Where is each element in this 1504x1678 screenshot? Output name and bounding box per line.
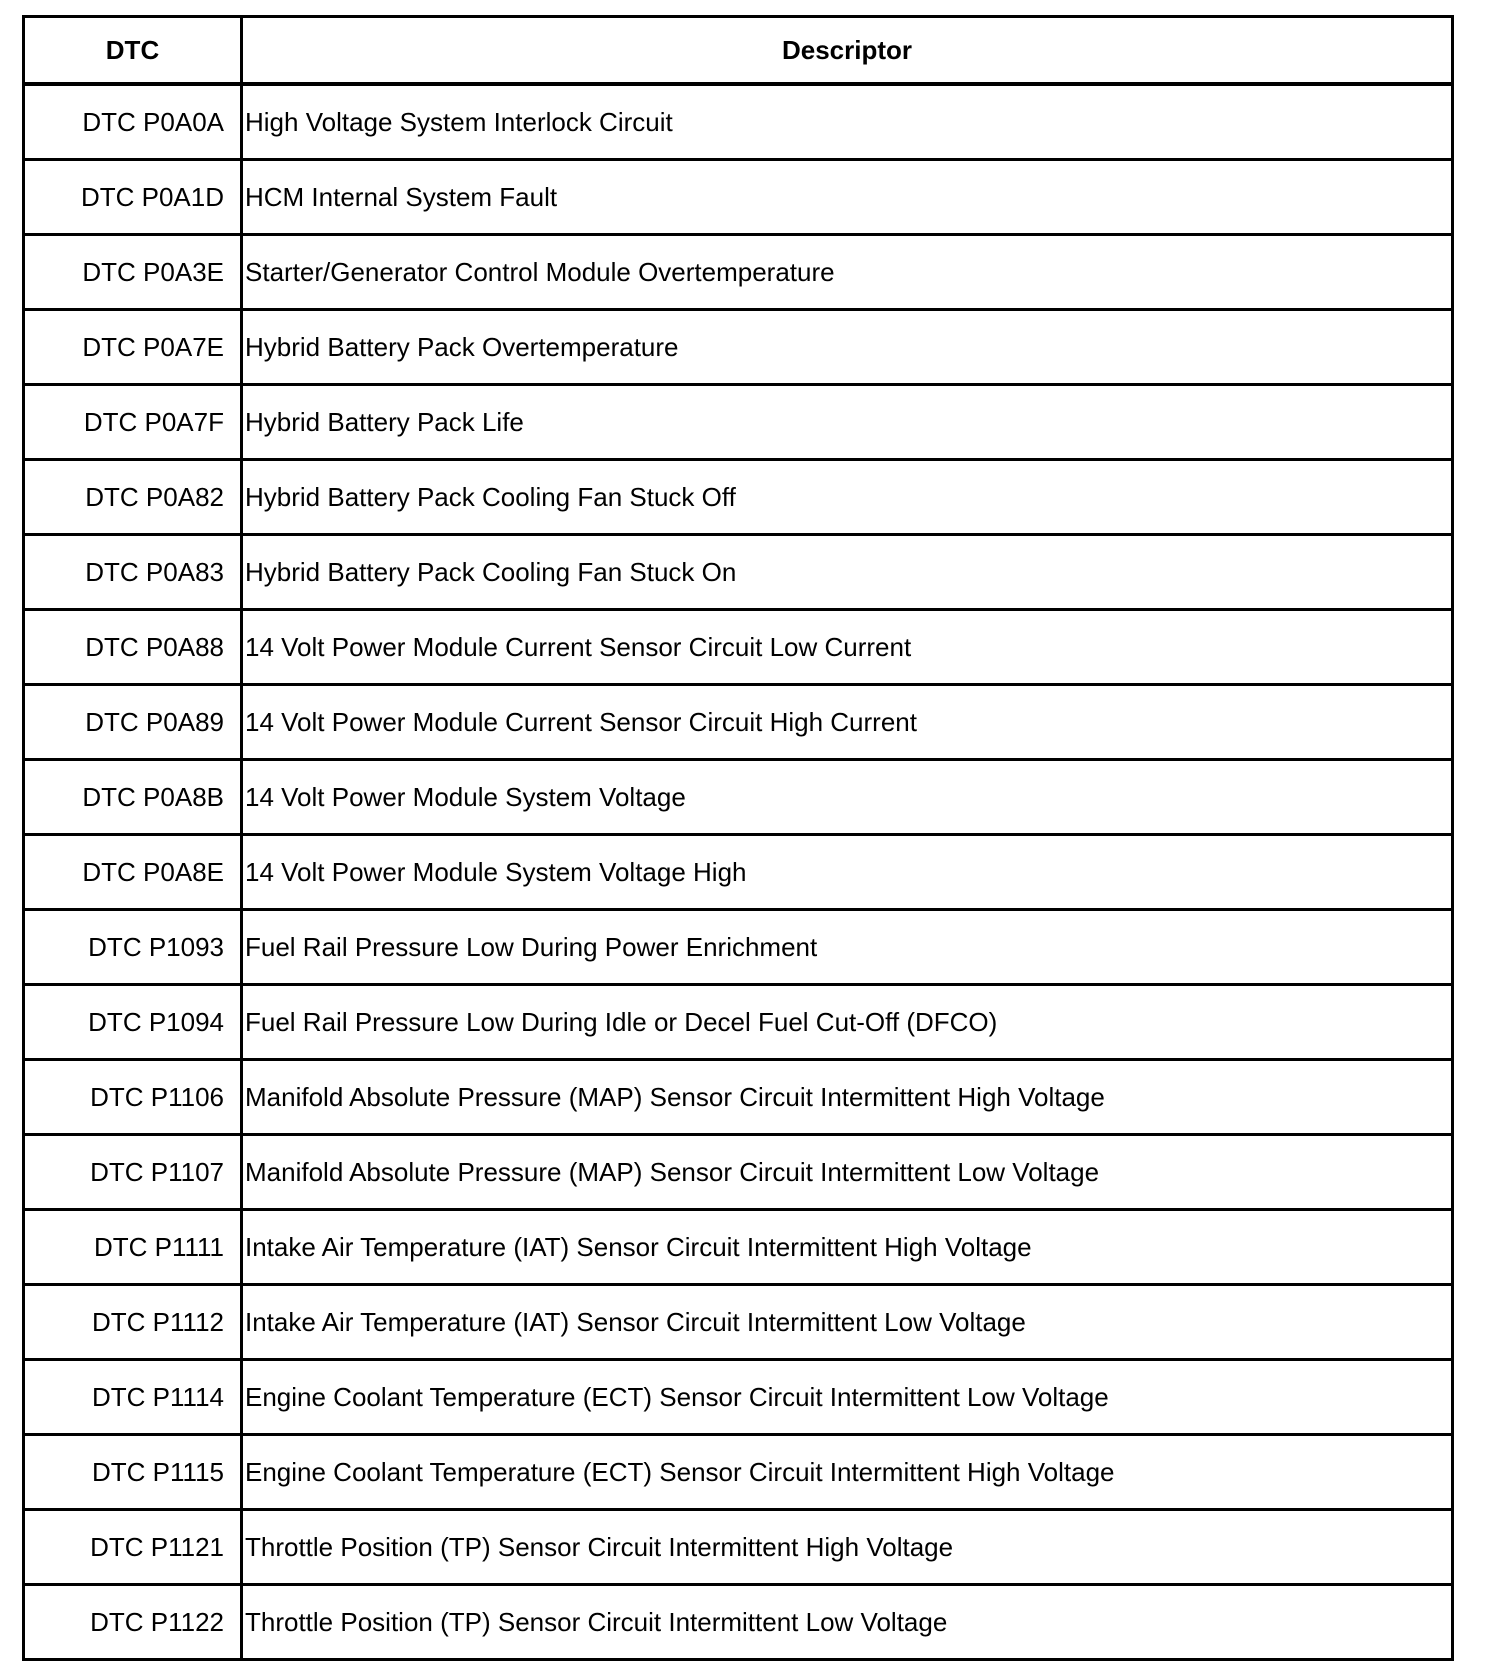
dtc-code-cell: DTC P0A0A [24, 84, 242, 160]
dtc-descriptor-cell: Intake Air Temperature (IAT) Sensor Circuit Intermittent High Voltage [242, 1210, 1453, 1285]
dtc-descriptor-cell: 14 Volt Power Module Current Sensor Circuit Low Current [242, 610, 1453, 685]
table-row [24, 1135, 1453, 1210]
table-body [24, 84, 1453, 1660]
dtc-descriptor-cell: Manifold Absolute Pressure (MAP) Sensor Circuit Intermittent Low Voltage [242, 1135, 1453, 1210]
dtc-code-cell: DTC P0A3E [24, 235, 242, 310]
dtc-descriptor-cell: Hybrid Battery Pack Cooling Fan Stuck Off [242, 460, 1453, 535]
dtc-code-cell: DTC P1121 [24, 1510, 242, 1585]
table-row [24, 385, 1453, 460]
table-row [24, 1435, 1453, 1510]
dtc-code-cell: DTC P0A82 [24, 460, 242, 535]
dtc-code-cell: DTC P1122 [24, 1585, 242, 1660]
table-row [24, 535, 1453, 610]
dtc-code-cell: DTC P1112 [24, 1285, 242, 1360]
dtc-code-cell: DTC P0A8E [24, 835, 242, 910]
dtc-descriptor-cell: Fuel Rail Pressure Low During Idle or Decel Fuel Cut-Off (DFCO) [242, 985, 1453, 1060]
table-row [24, 235, 1453, 310]
dtc-descriptor-cell: 14 Volt Power Module System Voltage [242, 760, 1453, 835]
dtc-descriptor-cell: High Voltage System Interlock Circuit [242, 84, 1453, 160]
table-row [24, 1210, 1453, 1285]
table-row [24, 985, 1453, 1060]
dtc-descriptor-cell: Throttle Position (TP) Sensor Circuit Intermittent High Voltage [242, 1510, 1453, 1585]
header-dtc: DTC [24, 17, 242, 85]
dtc-descriptor-cell: Hybrid Battery Pack Cooling Fan Stuck On [242, 535, 1453, 610]
table-row [24, 1360, 1453, 1435]
table-row [24, 910, 1453, 985]
dtc-code-cell: DTC P1114 [24, 1360, 242, 1435]
dtc-descriptor-cell: 14 Volt Power Module Current Sensor Circuit High Current [242, 685, 1453, 760]
dtc-table [22, 15, 1454, 1661]
dtc-code-cell: DTC P1094 [24, 985, 242, 1060]
dtc-code-cell: DTC P1111 [24, 1210, 242, 1285]
table-row [24, 84, 1453, 160]
header-descriptor: Descriptor [242, 17, 1453, 85]
table-row [24, 610, 1453, 685]
table-row [24, 1285, 1453, 1360]
dtc-descriptor-cell: HCM Internal System Fault [242, 160, 1453, 235]
table-row [24, 1585, 1453, 1660]
dtc-code-cell: DTC P1107 [24, 1135, 242, 1210]
dtc-descriptor-cell: Manifold Absolute Pressure (MAP) Sensor Circuit Intermittent High Voltage [242, 1060, 1453, 1135]
table-row [24, 685, 1453, 760]
header-row [24, 17, 1453, 85]
dtc-descriptor-cell: Throttle Position (TP) Sensor Circuit Intermittent Low Voltage [242, 1585, 1453, 1660]
dtc-descriptor-cell: Hybrid Battery Pack Overtemperature [242, 310, 1453, 385]
dtc-descriptor-cell: Intake Air Temperature (IAT) Sensor Circuit Intermittent Low Voltage [242, 1285, 1453, 1360]
dtc-code-cell: DTC P0A7E [24, 310, 242, 385]
dtc-descriptor-cell: Engine Coolant Temperature (ECT) Sensor Circuit Intermittent Low Voltage [242, 1360, 1453, 1435]
dtc-code-cell: DTC P1093 [24, 910, 242, 985]
dtc-descriptor-cell: Engine Coolant Temperature (ECT) Sensor Circuit Intermittent High Voltage [242, 1435, 1453, 1510]
dtc-code-cell: DTC P1115 [24, 1435, 242, 1510]
table-header [24, 17, 1453, 85]
dtc-code-cell: DTC P0A7F [24, 385, 242, 460]
table-row [24, 160, 1453, 235]
dtc-code-cell: DTC P0A83 [24, 535, 242, 610]
table-row [24, 1510, 1453, 1585]
dtc-code-cell: DTC P0A8B [24, 760, 242, 835]
table-row [24, 760, 1453, 835]
dtc-code-cell: DTC P0A1D [24, 160, 242, 235]
dtc-descriptor-cell: Starter/Generator Control Module Overtemperature [242, 235, 1453, 310]
dtc-descriptor-cell: 14 Volt Power Module System Voltage High [242, 835, 1453, 910]
table-row [24, 310, 1453, 385]
table-row [24, 460, 1453, 535]
dtc-descriptor-cell: Hybrid Battery Pack Life [242, 385, 1453, 460]
dtc-code-cell: DTC P0A88 [24, 610, 242, 685]
dtc-code-cell: DTC P1106 [24, 1060, 242, 1135]
dtc-code-cell: DTC P0A89 [24, 685, 242, 760]
dtc-descriptor-cell: Fuel Rail Pressure Low During Power Enrichment [242, 910, 1453, 985]
table-row [24, 1060, 1453, 1135]
table-row [24, 835, 1453, 910]
